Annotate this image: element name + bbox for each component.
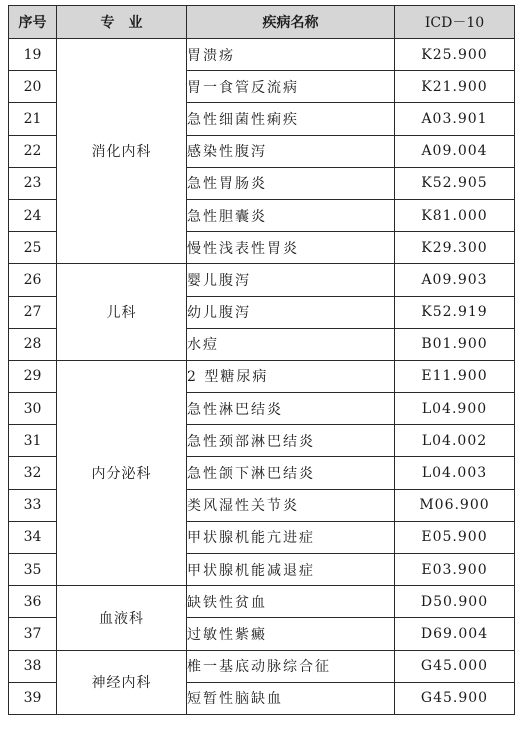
disease-name: 幼儿腹泻 [187,296,395,328]
icd-code: D50.900 [395,586,515,618]
icd-code: G45.000 [395,650,515,682]
row-number: 34 [9,521,57,553]
disease-name: 过敏性紫癜 [187,618,395,650]
row-number: 26 [9,264,57,296]
disease-name: 急性胆囊炎 [187,199,395,231]
table-row [9,586,515,618]
icd-code: M06.900 [395,489,515,521]
table-body [9,39,515,715]
row-number: 36 [9,586,57,618]
disease-name: 急性胃肠炎 [187,167,395,199]
disease-name: 感染性腹泻 [187,135,395,167]
row-number: 20 [9,71,57,103]
disease-name: 急性细菌性痢疾 [187,103,395,135]
icd-code: B01.900 [395,328,515,360]
icd-code: A09.903 [395,264,515,296]
header-specialty: 专 业 [57,6,187,39]
icd-code: K21.900 [395,71,515,103]
specialty-cell: 内分泌科 [57,360,187,585]
row-number: 21 [9,103,57,135]
icd-code: A03.901 [395,103,515,135]
disease-name: 甲状腺机能减退症 [187,554,395,586]
row-number: 28 [9,328,57,360]
icd-code: L04.002 [395,425,515,457]
header-num: 序号 [9,6,57,39]
specialty-cell: 血液科 [57,586,187,650]
icd-code: E05.900 [395,521,515,553]
row-number: 24 [9,199,57,231]
row-number: 25 [9,232,57,264]
disease-name: 甲状腺机能亢进症 [187,521,395,553]
specialty-cell: 神经内科 [57,650,187,714]
disease-name: 水痘 [187,328,395,360]
disease-name: 短暂性脑缺血 [187,682,395,714]
disease-name: 椎一基底动脉综合征 [187,650,395,682]
row-number: 35 [9,554,57,586]
disease-name: 2 型糖尿病 [187,360,395,392]
table-row [9,264,515,296]
disease-name: 缺铁性贫血 [187,586,395,618]
row-number: 29 [9,360,57,392]
table-row [9,360,515,392]
disease-name: 急性颌下淋巴结炎 [187,457,395,489]
disease-name: 胃溃疡 [187,39,395,71]
icd-code: K52.905 [395,167,515,199]
row-number: 19 [9,39,57,71]
icd-code: E11.900 [395,360,515,392]
disease-name: 急性颈部淋巴结炎 [187,425,395,457]
row-number: 32 [9,457,57,489]
disease-name: 类风湿性关节炎 [187,489,395,521]
row-number: 27 [9,296,57,328]
icd-code: K81.000 [395,199,515,231]
icd-code: E03.900 [395,554,515,586]
row-number: 31 [9,425,57,457]
table-header [9,6,515,39]
icd-code: G45.900 [395,682,515,714]
icd-code: K29.300 [395,232,515,264]
disease-name: 慢性浅表性胃炎 [187,232,395,264]
row-number: 37 [9,618,57,650]
icd-code: L04.003 [395,457,515,489]
table-row [9,650,515,682]
icd-code: D69.004 [395,618,515,650]
row-number: 39 [9,682,57,714]
icd-code: A09.004 [395,135,515,167]
disease-name: 急性淋巴结炎 [187,393,395,425]
icd-code: K52.919 [395,296,515,328]
row-number: 33 [9,489,57,521]
table-row [9,39,515,71]
header-disease-name: 疾病名称 [187,6,395,39]
row-number: 22 [9,135,57,167]
row-number: 30 [9,393,57,425]
row-number: 38 [9,650,57,682]
header-row [9,6,515,39]
header-icd-code: ICD－10 [395,6,515,39]
icd-code: K25.900 [395,39,515,71]
disease-name: 婴儿腹泻 [187,264,395,296]
row-number: 23 [9,167,57,199]
disease-table [8,5,515,715]
specialty-cell: 儿科 [57,264,187,361]
specialty-cell: 消化内科 [57,39,187,264]
disease-name: 胃一食管反流病 [187,71,395,103]
icd-code: L04.900 [395,393,515,425]
